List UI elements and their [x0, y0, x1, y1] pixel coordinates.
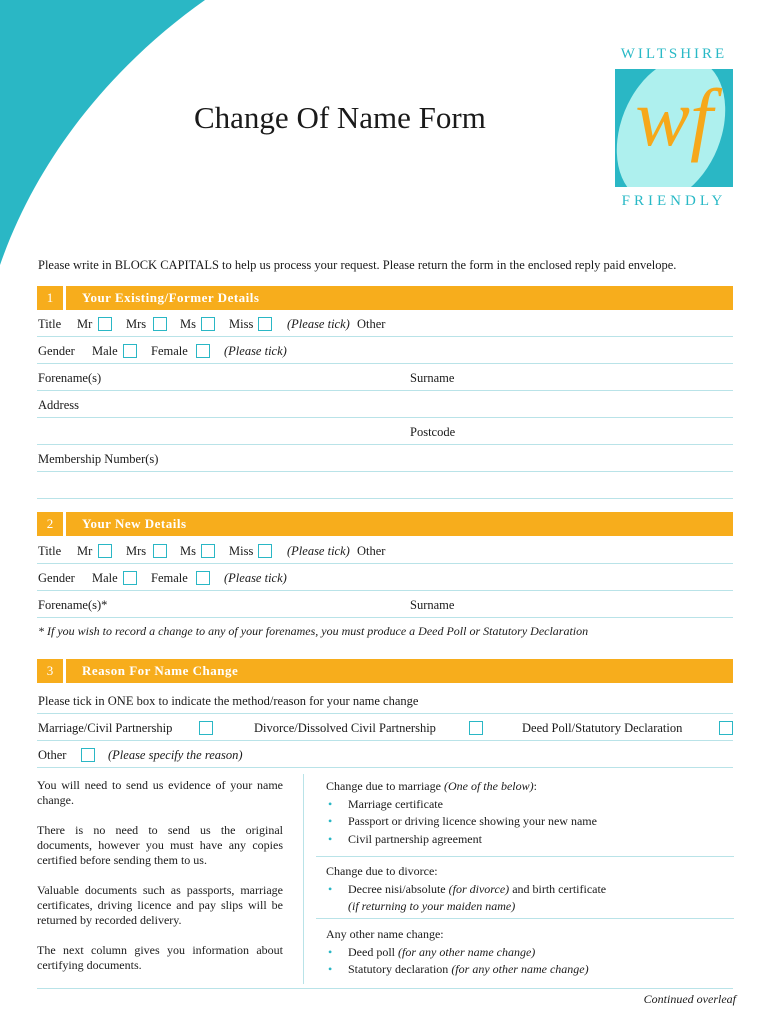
info-paragraph: The next column gives you information about certifying documents. [37, 943, 283, 972]
title-label: Title [38, 317, 62, 331]
info-paragraph: There is no need to send us the original documents, however you must have any copies certified before sending them to us. [37, 823, 283, 867]
address-row[interactable] [37, 391, 733, 418]
continued-overleaf: Continued overleaf [643, 992, 736, 1006]
title-row [37, 310, 733, 337]
specify-reason-note: (Please specify the reason) [108, 748, 243, 762]
info-divider [316, 856, 734, 857]
gender-label: Gender [38, 344, 75, 358]
deedpoll-label: Deed Poll/Statutory Declaration [522, 721, 683, 735]
mrs-checkbox[interactable] [153, 317, 167, 331]
reason-instruction: Please tick in ONE box to indicate the method/reason for your name change [38, 694, 419, 708]
divorce-sub-note: (if returning to your maiden name) [348, 899, 516, 913]
mr-label: Mr [77, 317, 93, 331]
other-title-label[interactable]: Other [357, 317, 386, 331]
section-heading: Your Existing/Former Details [66, 286, 733, 310]
surname-label: Surname [410, 598, 455, 612]
section-1-header [37, 286, 733, 310]
miss-checkbox[interactable] [258, 544, 272, 558]
logo-bottom-text: FRIENDLY [621, 193, 727, 209]
intro-text: Please write in BLOCK CAPITALS to help us process your request. Please return the form in the enclosed reply paid envelope. [38, 258, 677, 272]
new-name-row[interactable] [37, 591, 733, 618]
other-reason-checkbox[interactable] [81, 748, 95, 762]
mr-checkbox[interactable] [98, 317, 112, 331]
divorce-label: Divorce/Dissolved Civil Partnership [254, 721, 436, 735]
new-gender-row [37, 564, 733, 591]
please-tick-note: (Please tick) [287, 317, 350, 331]
info-paragraph: Valuable documents such as passports, marriage certificates, driving licence and pay slips will be returned by recorded delivery. [37, 883, 283, 927]
divorce-heading: Change due to divorce: [326, 864, 438, 878]
info-paragraph: You will need to send us evidence of your name change. [37, 778, 283, 807]
section-number: 1 [37, 286, 63, 310]
ms-label: Ms [180, 544, 196, 558]
section-number: 2 [37, 512, 63, 536]
female-label: Female [151, 571, 188, 585]
reason-options-row [37, 714, 733, 741]
female-checkbox[interactable] [196, 571, 210, 585]
marriage-checkbox[interactable] [199, 721, 213, 735]
section-heading: Reason For Name Change [66, 659, 733, 683]
other-evidence-block [326, 926, 736, 979]
please-tick-note: (Please tick) [224, 571, 287, 585]
title-label: Title [38, 544, 62, 558]
surname-label: Surname [410, 371, 455, 385]
page-title: Change Of Name Form [194, 100, 486, 135]
divorce-item: • Decree nisi/absolute (for divorce) and birth certificate [326, 881, 736, 899]
please-tick-note: (Please tick) [224, 344, 287, 358]
ms-label: Ms [180, 317, 196, 331]
other-heading: Any other name change: [326, 927, 444, 941]
logo-glyph: wf [635, 72, 713, 163]
logo-top-text: WILTSHIRE [620, 46, 728, 62]
mrs-checkbox[interactable] [153, 544, 167, 558]
section-3-header [37, 659, 733, 683]
other-reason-label: Other [38, 748, 67, 762]
deedpoll-checkbox[interactable] [719, 721, 733, 735]
divorce-checkbox[interactable] [469, 721, 483, 735]
male-checkbox[interactable] [123, 344, 137, 358]
section-number: 3 [37, 659, 63, 683]
miss-checkbox[interactable] [258, 317, 272, 331]
miss-label: Miss [229, 317, 254, 331]
mr-checkbox[interactable] [98, 544, 112, 558]
marriage-evidence-block [326, 778, 736, 848]
male-label: Male [92, 571, 118, 585]
info-divider [316, 918, 734, 919]
marriage-item: • Passport or driving licence showing your new name [326, 813, 736, 831]
please-tick-note: (Please tick) [287, 544, 350, 558]
decorative-swoosh [0, 0, 240, 280]
gender-row [37, 337, 733, 364]
marriage-heading: Change due to marriage (One of the below): [326, 779, 537, 793]
other-item: • Statutory declaration (for any other name change) [326, 961, 736, 979]
reason-other-row [37, 741, 733, 768]
address-label: Address [38, 398, 79, 412]
miss-label: Miss [229, 544, 254, 558]
membership-extra-row[interactable] [37, 472, 733, 499]
name-row[interactable] [37, 364, 733, 391]
marriage-item: • Civil partnership agreement [326, 831, 736, 849]
other-item: • Deed poll (for any other name change) [326, 944, 736, 962]
mr-label: Mr [77, 544, 93, 558]
marriage-label: Marriage/Civil Partnership [38, 721, 173, 735]
male-checkbox[interactable] [123, 571, 137, 585]
divorce-evidence-block [326, 863, 736, 916]
reason-instruction-row [37, 687, 733, 714]
gender-label: Gender [38, 571, 75, 585]
mrs-label: Mrs [126, 544, 147, 558]
section-heading: Your New Details [66, 512, 733, 536]
membership-row[interactable] [37, 445, 733, 472]
marriage-item: • Marriage certificate [326, 796, 736, 814]
evidence-info-column [37, 778, 283, 988]
postcode-row[interactable] [37, 418, 733, 445]
forename-label: Forename(s) [38, 371, 102, 385]
postcode-label: Postcode [410, 425, 456, 439]
male-label: Male [92, 344, 118, 358]
female-checkbox[interactable] [196, 344, 210, 358]
forename-footnote: * If you wish to record a change to any of your forenames, you must produce a Deed Poll or Statutory Declaration [38, 624, 589, 638]
column-divider [303, 774, 304, 984]
female-label: Female [151, 344, 188, 358]
ms-checkbox[interactable] [201, 544, 215, 558]
mrs-label: Mrs [126, 317, 147, 331]
forename-label: Forename(s)* [38, 598, 108, 612]
ms-checkbox[interactable] [201, 317, 215, 331]
new-title-row [37, 537, 733, 564]
membership-label: Membership Number(s) [38, 452, 159, 466]
bottom-divider [37, 988, 733, 989]
other-title-label[interactable]: Other [357, 544, 386, 558]
section-2-header [37, 512, 733, 536]
logo-mark [615, 69, 733, 187]
wiltshire-friendly-logo [612, 46, 736, 212]
